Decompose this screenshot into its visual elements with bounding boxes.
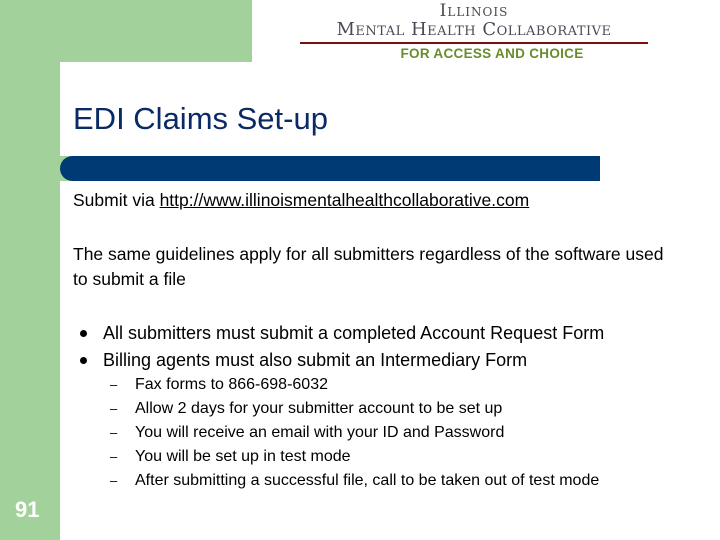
dash-icon: – — [110, 425, 118, 440]
sub-bullet-text: Allow 2 days for your submitter account to be set up — [135, 400, 503, 417]
logo-line-1: Illinois — [439, 1, 509, 21]
dash-icon: – — [110, 473, 118, 488]
list-item — [73, 347, 604, 374]
sub-bullet-list — [108, 373, 599, 493]
sub-bullet-text: You will receive an email with your ID and Password — [135, 424, 505, 441]
bullet-dot-icon — [80, 357, 87, 364]
logo-line-3: FOR ACCESS AND CHOICE — [400, 46, 584, 61]
dash-icon: – — [110, 449, 118, 464]
list-item — [73, 320, 604, 347]
sub-bullet-text: Fax forms to 866-698-6032 — [135, 376, 328, 393]
left-green-band — [0, 0, 60, 540]
submit-prefix: Submit via — [73, 190, 160, 210]
dash-icon: – — [110, 401, 118, 416]
list-item — [108, 445, 599, 469]
dash-icon: – — [110, 377, 118, 392]
list-item — [108, 469, 599, 493]
submit-instruction — [73, 190, 529, 211]
logo-line-2: Mental Health Collaborative — [300, 20, 648, 44]
bullet-list — [73, 320, 604, 374]
title-underline-bar — [60, 156, 600, 181]
guidelines-text: The same guidelines apply for all submitters regardless of the software used to submit a file — [73, 244, 664, 289]
list-item — [108, 421, 599, 445]
bullet-text: Billing agents must also submit an Intermediary Form — [103, 350, 528, 370]
sub-bullet-text: After submitting a successful file, call to be taken out of test mode — [135, 472, 600, 489]
bullet-dot-icon — [80, 330, 87, 337]
list-item — [108, 373, 599, 397]
collaborative-logo — [296, 2, 652, 64]
rounded-corner — [60, 62, 100, 102]
sub-bullet-text: You will be set up in test mode — [135, 448, 351, 465]
page-number: 91 — [15, 497, 40, 522]
slide-title: EDI Claims Set-up — [73, 101, 328, 136]
list-item — [108, 397, 599, 421]
bullet-text: All submitters must submit a completed Account Request Form — [103, 323, 605, 343]
collaborative-website-link[interactable]: http://www.illinoismentalhealthcollaborative.com — [159, 190, 530, 210]
